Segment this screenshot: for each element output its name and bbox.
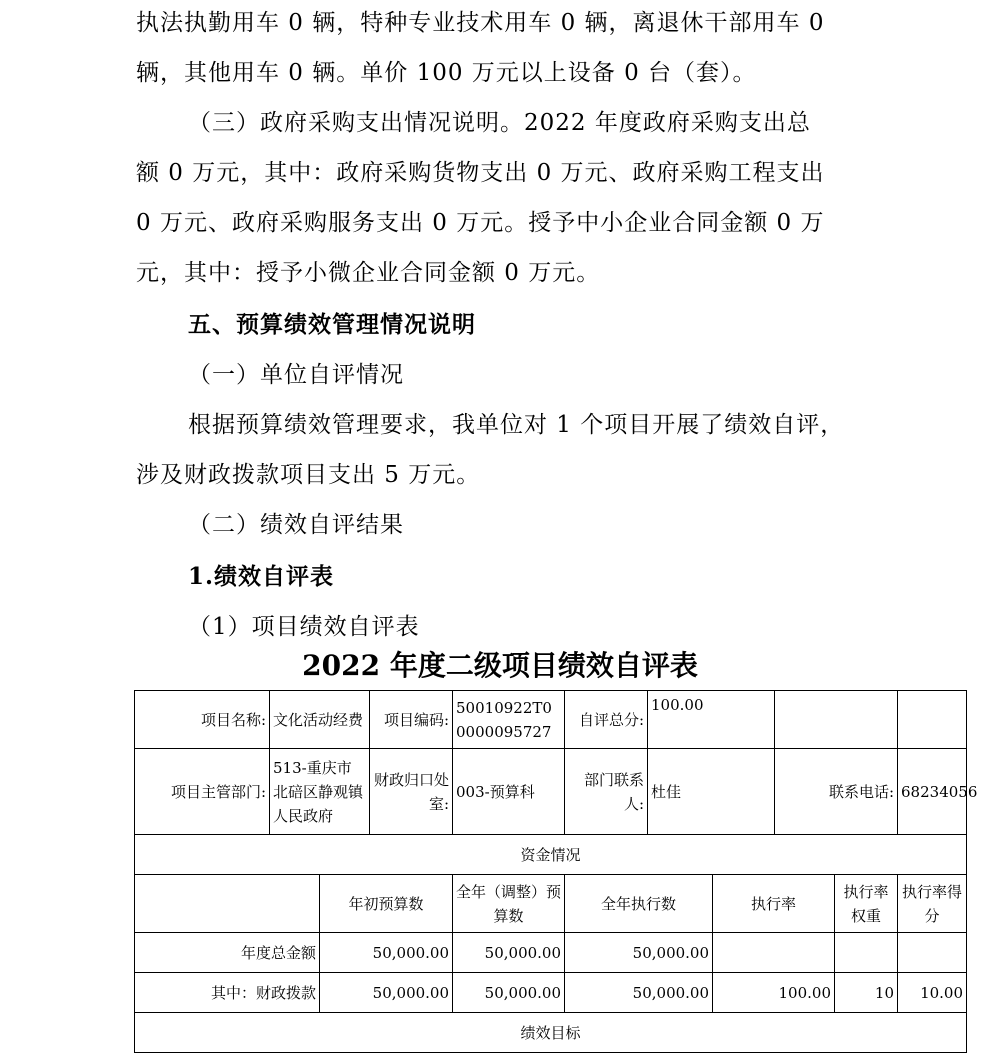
- col-execution-rate: 执行率: [713, 875, 835, 933]
- row-total-executed: 50,000.00: [565, 933, 713, 973]
- paragraph-line: （三）政府采购支出情况说明。2022 年度政府采购支出总: [188, 110, 811, 136]
- funds-heading: 资金情况: [135, 835, 967, 875]
- row-fiscal-score: 10.00: [898, 973, 967, 1013]
- empty-cell: [835, 933, 898, 973]
- phone-value: 68234056: [898, 749, 967, 835]
- subsection-heading: （二）绩效自评结果: [188, 512, 404, 538]
- row-fiscal-executed: 50,000.00: [565, 973, 713, 1013]
- empty-cell: [713, 933, 835, 973]
- project-code-label: 项目编码:: [370, 691, 453, 749]
- self-score-label: 自评总分:: [565, 691, 648, 749]
- project-name-value: 文化活动经费: [270, 691, 370, 749]
- row-total-adjusted: 50,000.00: [453, 933, 565, 973]
- row-fiscal-label: 其中：财政拨款: [135, 973, 320, 1013]
- finance-office-label: 财政归口处室:: [370, 749, 453, 835]
- contact-label: 部门联系人:: [565, 749, 648, 835]
- row-fiscal-adjusted: 50,000.00: [453, 973, 565, 1013]
- phone-label: 联系电话:: [775, 749, 898, 835]
- row-fiscal-initial: 50,000.00: [320, 973, 453, 1013]
- empty-cell: [898, 933, 967, 973]
- paragraph-line: 0 万元、政府采购服务支出 0 万元。授予中小企业合同金额 0 万: [136, 210, 825, 236]
- project-code-value: 50010922T00000095727: [453, 691, 565, 749]
- sub-heading: 1.绩效自评表: [188, 563, 335, 590]
- self-score-value: 100.00: [648, 691, 775, 749]
- paragraph-line: 涉及财政拨款项目支出 5 万元。: [136, 462, 481, 488]
- empty-cell: [898, 691, 967, 749]
- col-executed: 全年执行数: [565, 875, 713, 933]
- paragraph-line: 执法执勤用车 0 辆，特种专业技术用车 0 辆，离退休干部用车 0: [136, 10, 825, 36]
- performance-table: [134, 690, 978, 1053]
- dept-label: 项目主管部门:: [135, 749, 270, 835]
- row-total-label: 年度总金额: [135, 933, 320, 973]
- dept-value: 513-重庆市北碚区静观镇人民政府: [270, 749, 370, 835]
- paragraph-line: 元，其中：授予小微企业合同金额 0 万元。: [136, 260, 601, 286]
- sub-heading: （1）项目绩效自评表: [188, 614, 420, 640]
- empty-cell: [135, 875, 320, 933]
- col-initial-budget: 年初预算数: [320, 875, 453, 933]
- table-title: 2022 年度二级项目绩效自评表: [302, 649, 698, 682]
- paragraph-line: 额 0 万元，其中：政府采购货物支出 0 万元、政府采购工程支出: [136, 160, 825, 186]
- empty-cell: [775, 691, 898, 749]
- section-heading: 五、预算绩效管理情况说明: [188, 311, 476, 338]
- row-fiscal-weight: 10: [835, 973, 898, 1013]
- col-adjusted-budget: 全年（调整）预算数: [453, 875, 565, 933]
- goals-heading: 绩效目标: [135, 1013, 967, 1053]
- paragraph-line: 根据预算绩效管理要求，我单位对 1 个项目开展了绩效自评，: [188, 412, 845, 438]
- subsection-heading: （一）单位自评情况: [188, 362, 404, 388]
- contact-value: 杜佳: [648, 749, 775, 835]
- paragraph-line: 辆，其他用车 0 辆。单价 100 万元以上设备 0 台（套）。: [136, 60, 757, 86]
- project-name-label: 项目名称:: [135, 691, 270, 749]
- col-rate-score: 执行率得分: [898, 875, 967, 933]
- col-rate-weight: 执行率权重: [835, 875, 898, 933]
- finance-office-value: 003-预算科: [453, 749, 565, 835]
- row-total-initial: 50,000.00: [320, 933, 453, 973]
- row-fiscal-rate: 100.00: [713, 973, 835, 1013]
